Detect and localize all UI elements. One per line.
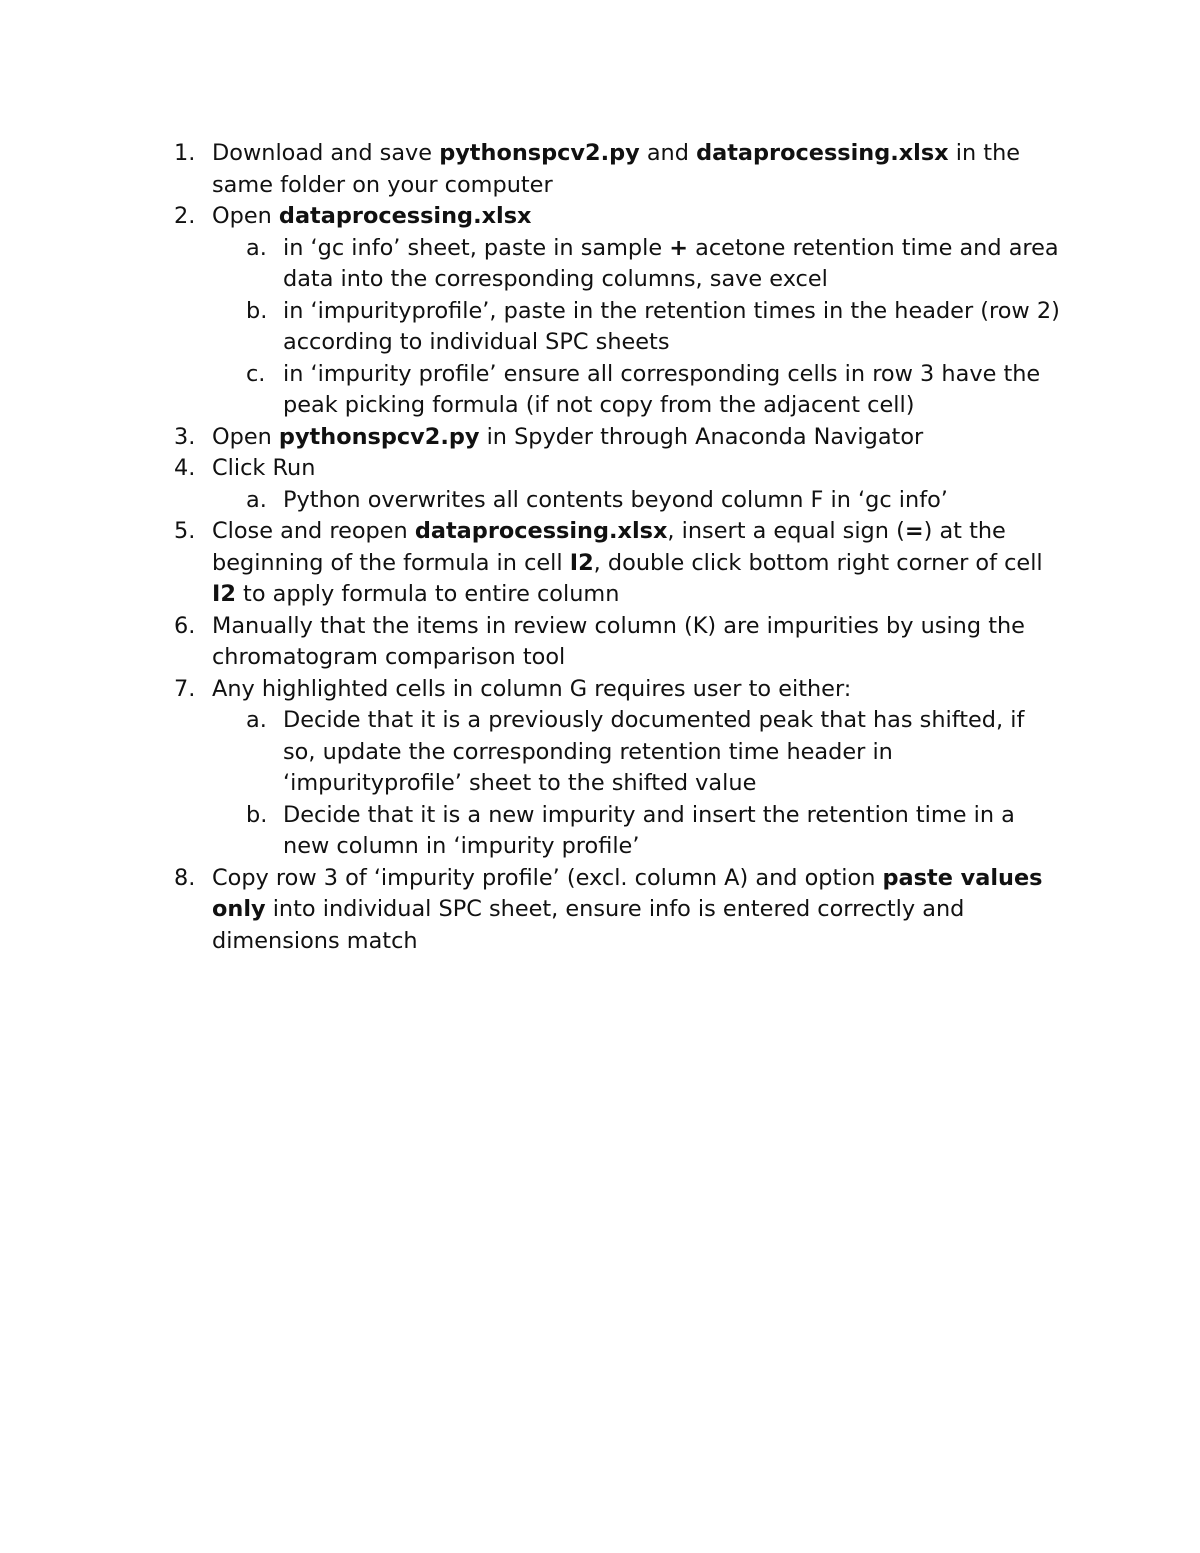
sub-list-item [0, 800, 1060, 863]
sub-list-item-text [283, 487, 948, 513]
list-item-text [212, 455, 315, 481]
list-item [0, 863, 1060, 958]
list-item [0, 674, 1060, 706]
text-run: in Spyder through Anaconda Navigator [479, 423, 924, 450]
list-item-text [212, 424, 923, 450]
sub-list-item [0, 233, 1060, 296]
text-run: Python overwrites all contents beyond column F in ‘gc info’ [283, 486, 948, 513]
text-run: to apply formula to entire column [235, 581, 620, 607]
bold-text: + [669, 234, 689, 261]
sub-list-item-text [283, 802, 1015, 860]
text-run: Manually that the items in review column (K) are impurities by using the chromatogram comparison tool [212, 612, 1025, 670]
text-run: Click Run [212, 455, 316, 481]
list-item-number: 6. [174, 612, 196, 639]
sub-list-item-text [283, 298, 1060, 356]
sub-list-item-text [283, 235, 1059, 293]
sub-list-item [0, 705, 1060, 800]
sub-list-item-text [283, 707, 1024, 796]
sub-list-item-letter: b. [246, 297, 268, 324]
list-item-text [212, 518, 1043, 607]
text-run: in ‘impurityprofile’, paste in the retention times in the header (row 2) according to individual SPC sheets [283, 297, 1060, 355]
text-run: in ‘gc info’ sheet, paste in sample [283, 234, 670, 261]
list-item-number: 5. [174, 518, 196, 544]
sub-list-item [0, 296, 1060, 359]
bold-text: dataprocessing.xlsx [696, 140, 949, 166]
text-run: Open [212, 203, 279, 229]
bold-text: paste values only [212, 864, 1043, 922]
list-item-number: 1. [174, 140, 196, 166]
list-item-number: 2. [174, 203, 196, 229]
list-item [0, 422, 1060, 454]
text-run: , insert a equal sign ( [667, 518, 905, 544]
sub-list-item-letter: b. [246, 801, 268, 828]
list-item-text [212, 613, 1025, 671]
bold-text: dataprocessing.xlsx [278, 203, 532, 229]
sub-list-item-letter: c. [246, 360, 266, 387]
bold-text: pythonspcv2.py [439, 140, 640, 166]
text-run: in the same folder on your computer [212, 140, 1021, 198]
text-run: in ‘impurity profile’ ensure all corresponding cells in row 3 have the peak picking formula (if not copy from the adjacent cell) [283, 360, 1041, 418]
text-run: into individual SPC sheet, ensure info is entered correctly and dimensions match [212, 896, 965, 954]
text-run: and [639, 140, 697, 166]
text-run: Decide that it is a previously documented peak that has shifted, if so, update the corresponding retention time header in ‘impurityprofile’ sheet to the shifted value [283, 707, 1025, 796]
list-item-number: 3. [174, 423, 196, 450]
text-run: , double click bottom right corner of cell [593, 549, 1043, 576]
text-run: Any highlighted cells in column G requires user to either: [212, 675, 852, 702]
text-run: Close and reopen [212, 518, 415, 544]
sub-list-item-letter: a. [246, 234, 267, 261]
sub-list-item [0, 359, 1060, 422]
list-item [0, 453, 1060, 485]
list-item-text [212, 676, 851, 702]
list-item [0, 138, 1060, 201]
text-run: Decide that it is a new impurity and insert the retention time in a new column in ‘impurity profile’ [283, 801, 1015, 859]
list-item-number: 4. [174, 455, 196, 481]
sub-list-item-text [283, 361, 1040, 419]
bold-text: I2 [212, 581, 236, 607]
bold-text: pythonspcv2.py [278, 423, 480, 450]
text-run: Copy row 3 of ‘impurity profile’ (excl. column A) and option [212, 864, 883, 891]
text-run: acetone retention time and area data into the corresponding columns, save excel [283, 234, 1059, 292]
sub-list-item-letter: a. [246, 707, 267, 733]
list-item-number: 7. [174, 675, 196, 702]
list-item-text [212, 865, 1043, 954]
text-run: ) at the beginning of the formula in cell [212, 518, 1006, 576]
bold-text: = [904, 518, 924, 544]
text-run: Open [212, 423, 279, 450]
list-item-text [212, 203, 531, 229]
text-run: Download and save [212, 140, 440, 166]
bold-text: I2 [569, 549, 594, 576]
list-item-text [212, 140, 1020, 198]
list-item [0, 516, 1060, 611]
list-item [0, 201, 1060, 233]
sub-list-item-letter: a. [246, 486, 267, 513]
list-item [0, 611, 1060, 674]
instruction-list [0, 138, 1200, 957]
sub-list-item [0, 485, 1060, 517]
bold-text: dataprocessing.xlsx [414, 518, 668, 544]
list-item-number: 8. [174, 864, 196, 891]
